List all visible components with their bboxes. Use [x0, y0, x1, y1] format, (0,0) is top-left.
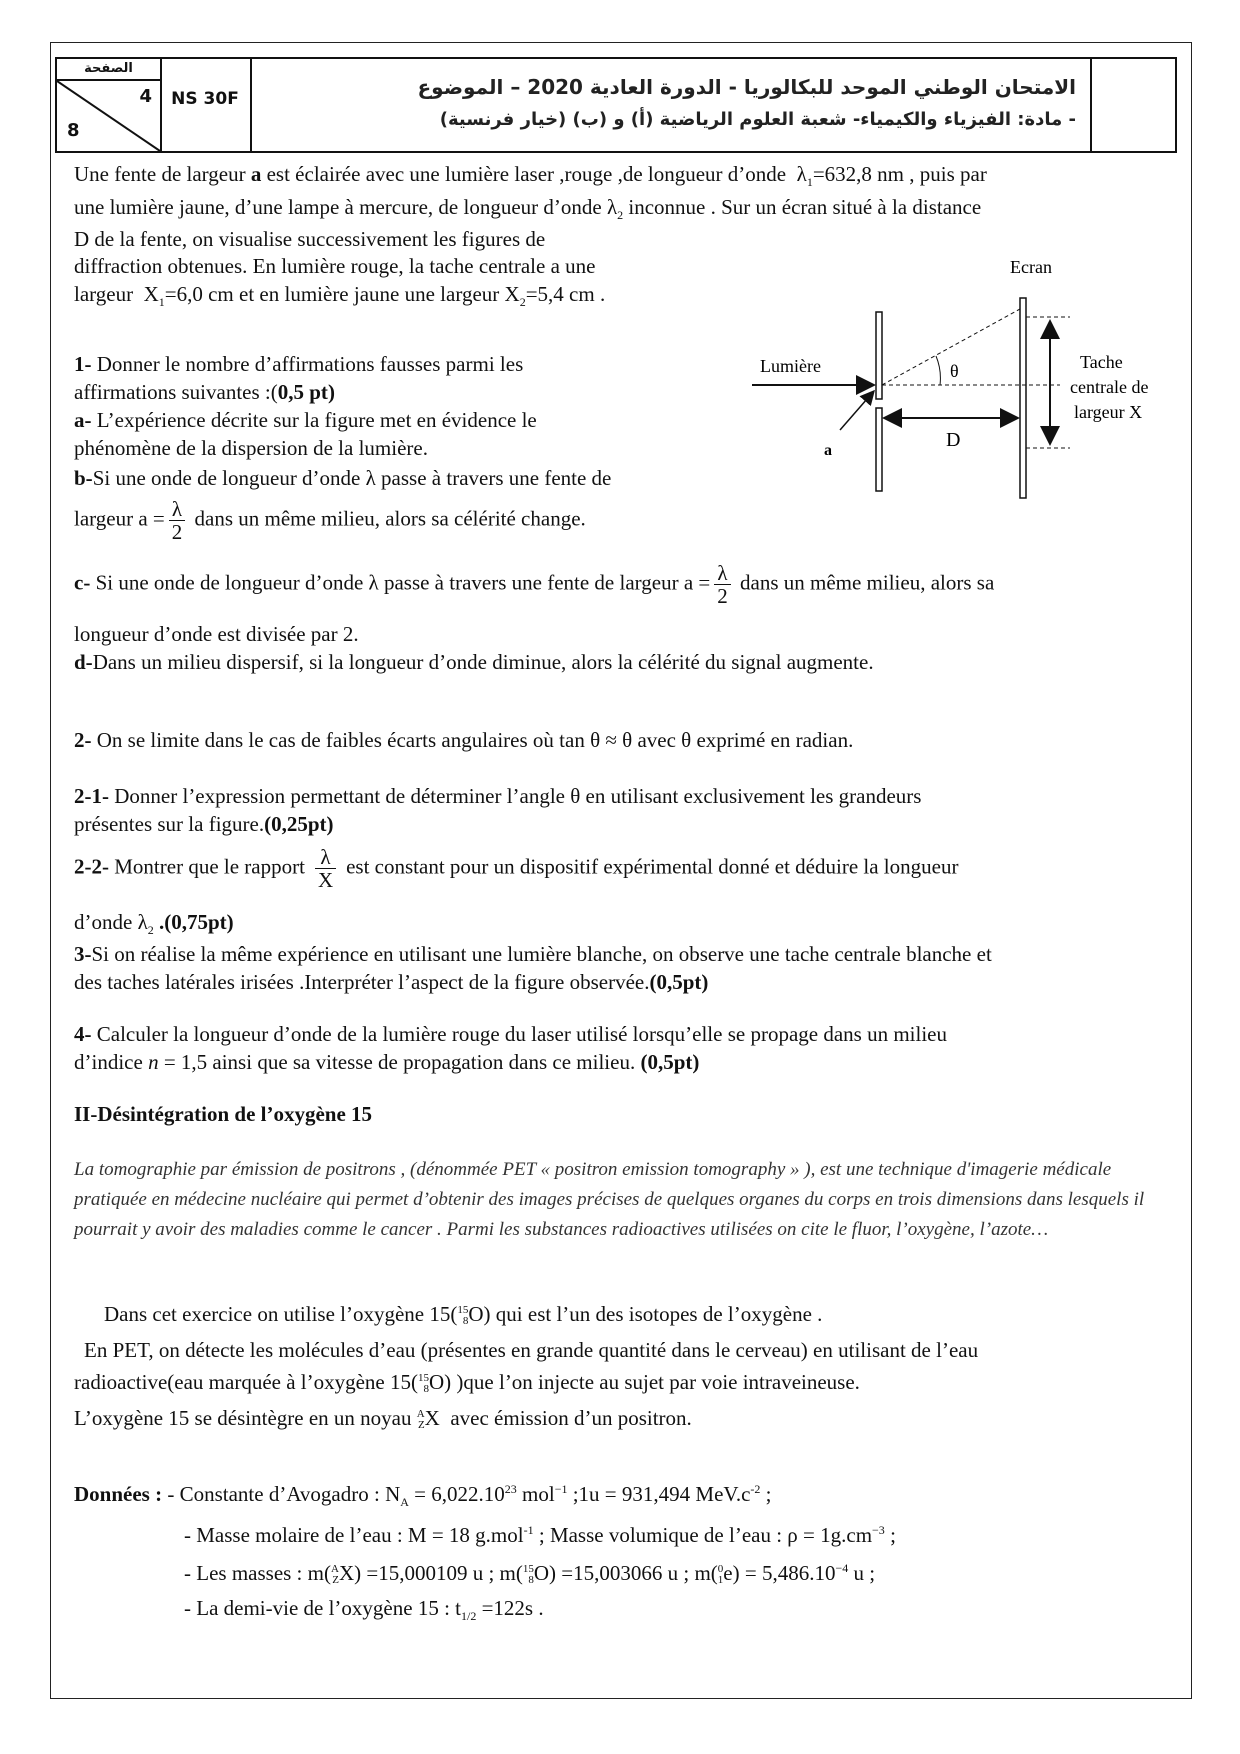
lumiere-label: Lumière	[760, 356, 821, 376]
ecran-label: Ecran	[1010, 257, 1052, 277]
q1-b-line-2: largeur a = $\frac{\lambda}{2}$ dans un même milieu, alors sa célérité change.	[74, 497, 586, 544]
screen	[1020, 298, 1026, 498]
slit-bottom-plate	[876, 408, 882, 491]
q21-line-1: 2-1- Donner l’expression permettant de déterminer l’angle θ en utilisant exclusivement les grandeurs	[74, 784, 922, 808]
exam-title: الامتحان الوطني الموحد للبكالوريا - الدورة العادية 2020 – الموضوع	[417, 75, 1076, 99]
page-cell	[57, 59, 162, 151]
q22-line-2: d’onde $\lambda_2$ .(0,75pt)	[74, 910, 234, 938]
slit-a-label: a	[824, 442, 832, 459]
part2-p2: En PET, on détecte les molécules d’eau (présentes en grande quantité dans le cerveau) en utilisant de l’eau	[84, 1338, 979, 1362]
tache-label-2: centrale de	[1070, 377, 1149, 397]
part2-intro: La tomographie par émission de positrons , (dénommée PET « positron emission tomography » ), est une technique d'imagerie médicale pratiquée en médecine nucléaire qui permet d’obtenir des images précises de quelques organes du corps en trois dimensions dans lesquels il pourrait y avoir des maladies comme le cancer . Parmi les substances radioactives utilisées on cite le fluor, l’oxygène, l’azote…	[74, 1159, 1145, 1240]
q22-line-1: 2-2- Montrer que le rapport $\frac{\lambda}{X}$ est constant pour un dispositif expérimental donné et déduire la longueur	[74, 845, 959, 892]
code-cell	[160, 59, 252, 151]
intro-line-4: diffraction obtenues. En lumière rouge, la tache centrale a une	[74, 254, 596, 278]
theta-label: θ	[950, 361, 959, 381]
q1-d-line: d-Dans un milieu dispersif, si la longueur d’onde diminue, alors la célérité du signal augmente.	[74, 650, 874, 674]
q1-line-1: 1- Donner le nombre d’affirmations fausses parmi les	[74, 352, 524, 376]
q4-line-1: 4- Calculer la longueur d’onde de la lumière rouge du laser utilisé lorsqu’elle se propage dans un milieu	[74, 1022, 947, 1046]
donnees-line-1: Données : - Constante d’Avogadro : $N_A = 6,022.10^{23}$ mol$^{-1}$ ;1u = 931,494 $MeV.c^{-2}$ ;	[74, 1482, 772, 1510]
blank-cell	[1090, 59, 1175, 151]
exam-header	[55, 57, 1177, 153]
intro-line-3: D de la fente, on visualise successivement les figures de	[74, 227, 546, 251]
page-number: 4	[139, 86, 152, 107]
q1-c-line-2: longueur d’onde est divisée par 2.	[74, 622, 359, 646]
theta-arc	[936, 356, 940, 385]
intro-line-5: largeur $X_1=6,0$ cm et en lumière jaune une largeur $X_2=5,4$ cm .	[74, 282, 606, 310]
donnees-line-4: - La demi-vie de l’oxygène 15 : $t_{1/2} =122s$ .	[184, 1596, 544, 1624]
q1-a-line-2: phénomène de la dispersion de la lumière.	[74, 436, 428, 460]
distance-d-label: D	[946, 429, 961, 451]
q1-a-line-1: a- L’expérience décrite sur la figure met en évidence le	[74, 408, 537, 432]
slit-a-pointer	[840, 391, 874, 430]
slit-top-plate	[876, 312, 882, 399]
donnees-line-3: - Les masses : m( A Z X) =15,000109 u ; m( 15 8 O) =15,003066 u ; m( 0 1 $e) = 5,486.10^{-4}$ u ;	[184, 1561, 876, 1587]
q1-b-line-1: b-Si une onde de longueur d’onde λ passe à travers une fente de	[74, 466, 612, 490]
page-total: 8	[67, 120, 80, 141]
fraction-lambda-2: $\frac{\lambda}{2}$	[714, 562, 731, 607]
q3-line-2: des taches latérales irisées .Interpréter l’aspect de la figure observée.(0,5pt)	[74, 970, 709, 994]
q1-line-2: affirmations suivantes :(0,5 pt)	[74, 380, 335, 404]
exam-code: NS 30F	[171, 89, 239, 109]
fraction-lambda-2: $\frac{\lambda}{2}$	[169, 498, 186, 543]
q1-c-line-1: c- Si une onde de longueur d’onde λ passe à travers une fente de largeur a = $\frac{\lambda}{2}$ dans un même milieu, alors sa	[74, 561, 995, 608]
tache-label-1: Tache	[1080, 352, 1123, 372]
q3-line-1: 3-Si on réalise la même expérience en utilisant une lumière blanche, on observe une tache centrale blanche et	[74, 942, 992, 966]
q21-line-2: présentes sur la figure.(0,25pt)	[74, 812, 334, 836]
part2-title: II-Désintégration de l’oxygène 15	[74, 1102, 373, 1126]
page-label: الصفحة	[57, 59, 160, 81]
intro-line-2: une lumière jaune, d’une lampe à mercure, de longueur d’onde $\lambda_2$ inconnue . Sur un écran situé à la distance	[74, 195, 982, 223]
part2-p3: radioactive(eau marquée à l’oxygène 15( 15 8 O) )que l’on injecte au sujet par voie intraveineuse.	[74, 1370, 860, 1396]
fraction-lambda-x: $\frac{\lambda}{X}$	[315, 846, 336, 891]
exam-subject: - مادة: الفيزياء والكيمياء- شعبة العلوم الرياضية (أ) و (ب) (خيار فرنسية)	[439, 109, 1076, 130]
title-cell	[250, 59, 1092, 151]
part2-p4: L’oxygène 15 se désintègre en un noyau A Z X avec émission d’un positron.	[74, 1406, 692, 1432]
q4-line-2: d’indice n = 1,5 ainsi que sa vitesse de propagation dans ce milieu. (0,5pt)	[74, 1050, 700, 1074]
donnees-line-2: - Masse molaire de l’eau : M = 18 g.mol$^{-1}$ ; Masse volumique de l’eau : $\rho = 1g.cm^{-3}$ ;	[184, 1523, 896, 1547]
intro-line-1: Une fente de largeur a est éclairée avec une lumière laser ,rouge ,de longueur d’onde $\lambda_1=632,8$ nm , puis par	[74, 162, 987, 190]
q2-line: 2- On se limite dans le cas de faibles écarts angulaires où tan θ ≈ θ avec θ exprimé en radian.	[74, 728, 854, 752]
part2-p1: Dans cet exercice on utilise l’oxygène 15( 15 8 O) qui est l’un des isotopes de l’oxygène .	[104, 1302, 823, 1328]
tache-label-3: largeur X	[1074, 402, 1143, 422]
diffraction-figure	[740, 255, 1180, 500]
